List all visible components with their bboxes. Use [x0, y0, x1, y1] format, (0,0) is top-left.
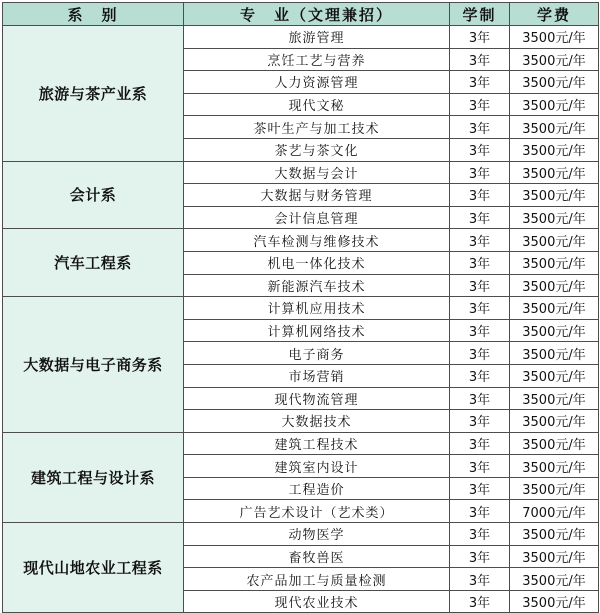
major-name: 工程造价: [184, 477, 450, 500]
duration-cell: 3年: [450, 568, 510, 591]
major-name: 大数据与会计: [184, 161, 450, 184]
fee-cell: 3500元/年: [510, 26, 599, 49]
duration-cell: 3年: [450, 274, 510, 297]
fee-cell: 3500元/年: [510, 206, 599, 229]
table-row: [3, 26, 599, 49]
fee-cell: 3500元/年: [510, 274, 599, 297]
major-name: 现代文秘: [184, 93, 450, 116]
fee-cell: 3500元/年: [510, 297, 599, 320]
duration-cell: 3年: [450, 71, 510, 94]
major-name: 新能源汽车技术: [184, 274, 450, 297]
duration-cell: 3年: [450, 410, 510, 433]
header-row: [3, 3, 599, 26]
duration-cell: 3年: [450, 116, 510, 139]
fee-cell: 3500元/年: [510, 477, 599, 500]
major-name: 烹饪工艺与营养: [184, 48, 450, 71]
fee-cell: 3500元/年: [510, 364, 599, 387]
major-name: 市场营销: [184, 364, 450, 387]
major-name: 畜牧兽医: [184, 545, 450, 568]
major-name: 人力资源管理: [184, 71, 450, 94]
duration-cell: 3年: [450, 229, 510, 252]
duration-cell: 3年: [450, 477, 510, 500]
major-name: 电子商务: [184, 342, 450, 365]
fee-cell: 3500元/年: [510, 229, 599, 252]
fee-cell: 3500元/年: [510, 387, 599, 410]
fee-cell: 3500元/年: [510, 545, 599, 568]
major-name: 旅游管理: [184, 26, 450, 49]
fee-cell: 3500元/年: [510, 48, 599, 71]
duration-cell: 3年: [450, 161, 510, 184]
duration-cell: 3年: [450, 184, 510, 207]
fee-cell: 7000元/年: [510, 500, 599, 523]
fee-cell: 3500元/年: [510, 342, 599, 365]
department-name: 现代山地农业工程系: [3, 523, 184, 613]
fee-cell: 3500元/年: [510, 590, 599, 613]
table-row: [3, 229, 599, 252]
major-name: 会计信息管理: [184, 206, 450, 229]
major-name: 计算机网络技术: [184, 319, 450, 342]
fee-cell: 3500元/年: [510, 161, 599, 184]
duration-cell: 3年: [450, 342, 510, 365]
duration-cell: 3年: [450, 48, 510, 71]
table-header: [3, 3, 599, 26]
department-name: 汽车工程系: [3, 229, 184, 297]
major-name: 大数据技术: [184, 410, 450, 433]
duration-cell: 3年: [450, 319, 510, 342]
fee-cell: 3500元/年: [510, 455, 599, 478]
major-name: 茶艺与茶文化: [184, 138, 450, 161]
duration-cell: 3年: [450, 297, 510, 320]
major-name: 茶叶生产与加工技术: [184, 116, 450, 139]
duration-cell: 3年: [450, 364, 510, 387]
major-name: 建筑工程技术: [184, 432, 450, 455]
department-name: 会计系: [3, 161, 184, 229]
major-name: 现代物流管理: [184, 387, 450, 410]
major-name: 汽车检测与维修技术: [184, 229, 450, 252]
department-name: 建筑工程与设计系: [3, 432, 184, 522]
fee-cell: 3500元/年: [510, 410, 599, 433]
duration-cell: 3年: [450, 500, 510, 523]
fee-cell: 3500元/年: [510, 319, 599, 342]
table-row: [3, 432, 599, 455]
duration-cell: 3年: [450, 251, 510, 274]
duration-cell: 3年: [450, 93, 510, 116]
duration-cell: 3年: [450, 26, 510, 49]
table-body: [3, 26, 599, 613]
duration-cell: 3年: [450, 387, 510, 410]
header-fee: 学费: [510, 3, 599, 26]
header-department: 系 别: [3, 3, 184, 26]
major-name: 广告艺术设计（艺术类）: [184, 500, 450, 523]
majors-table: [2, 2, 599, 613]
fee-cell: 3500元/年: [510, 71, 599, 94]
fee-cell: 3500元/年: [510, 138, 599, 161]
fee-cell: 3500元/年: [510, 568, 599, 591]
table-row: [3, 523, 599, 546]
duration-cell: 3年: [450, 206, 510, 229]
fee-cell: 3500元/年: [510, 93, 599, 116]
fee-cell: 3500元/年: [510, 523, 599, 546]
fee-cell: 3500元/年: [510, 251, 599, 274]
header-major: 专 业（文理兼招）: [184, 3, 450, 26]
duration-cell: 3年: [450, 523, 510, 546]
header-duration: 学制: [450, 3, 510, 26]
duration-cell: 3年: [450, 590, 510, 613]
major-name: 农产品加工与质量检测: [184, 568, 450, 591]
department-name: 大数据与电子商务系: [3, 297, 184, 433]
duration-cell: 3年: [450, 432, 510, 455]
fee-cell: 3500元/年: [510, 432, 599, 455]
fee-cell: 3500元/年: [510, 184, 599, 207]
department-name: 旅游与茶产业系: [3, 26, 184, 162]
table-row: [3, 161, 599, 184]
major-name: 机电一体化技术: [184, 251, 450, 274]
major-name: 建筑室内设计: [184, 455, 450, 478]
duration-cell: 3年: [450, 545, 510, 568]
major-name: 大数据与财务管理: [184, 184, 450, 207]
duration-cell: 3年: [450, 138, 510, 161]
major-name: 现代农业技术: [184, 590, 450, 613]
duration-cell: 3年: [450, 455, 510, 478]
table-row: [3, 297, 599, 320]
fee-cell: 3500元/年: [510, 116, 599, 139]
major-name: 计算机应用技术: [184, 297, 450, 320]
major-name: 动物医学: [184, 523, 450, 546]
